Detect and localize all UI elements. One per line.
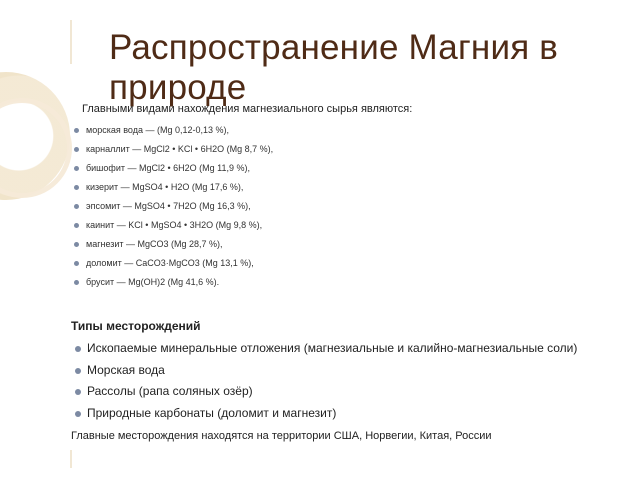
raw-materials-list <box>71 125 631 296</box>
decorative-line-top <box>70 20 72 64</box>
raw-material-item: магнезит — MgCO3 (Mg 28,7 %), <box>71 239 631 258</box>
deposit-types-heading: Типы месторождений <box>71 319 201 333</box>
decorative-line-bottom <box>70 450 72 468</box>
raw-material-item: брусит — Mg(OH)2 (Mg 41,6 %). <box>71 277 631 296</box>
slide-content <box>71 102 631 442</box>
raw-material-item: морская вода — (Mg 0,12-0,13 %), <box>71 125 631 144</box>
deposit-type-item: Природные карбонаты (доломит и магнезит) <box>71 406 577 428</box>
deposit-types-list <box>71 341 577 427</box>
main-deposits-note: Главные месторождения находятся на территории США, Норвегии, Китая, России <box>71 430 492 442</box>
raw-material-item: эпсомит — MgSO4 • 7H2O (Mg 16,3 %), <box>71 201 631 220</box>
deposit-type-item: Рассолы (рапа соляных озёр) <box>71 384 577 406</box>
raw-material-item: бишофит — MgCl2 • 6H2O (Mg 11,9 %), <box>71 163 631 182</box>
slide-title: Распространение Магния в природе <box>109 28 559 107</box>
deposit-type-item: Ископаемые минеральные отложения (магнезиальные и калийно-магнезиальные соли) <box>71 341 577 363</box>
deposit-type-item: Морская вода <box>71 363 577 385</box>
raw-material-item: кизерит — MgSO4 • H2O (Mg 17,6 %), <box>71 182 631 201</box>
raw-material-item: карналлит — MgCl2 • KCl • 6H2O (Mg 8,7 %), <box>71 144 631 163</box>
raw-material-item: каинит — KCl • MgSO4 • 3H2O (Mg 9,8 %), <box>71 220 631 239</box>
raw-materials-intro: Главными видами нахождения магнезиального сырья являются: <box>82 103 413 115</box>
raw-material-item: доломит — CaCO3·MgCO3 (Mg 13,1 %), <box>71 258 631 277</box>
